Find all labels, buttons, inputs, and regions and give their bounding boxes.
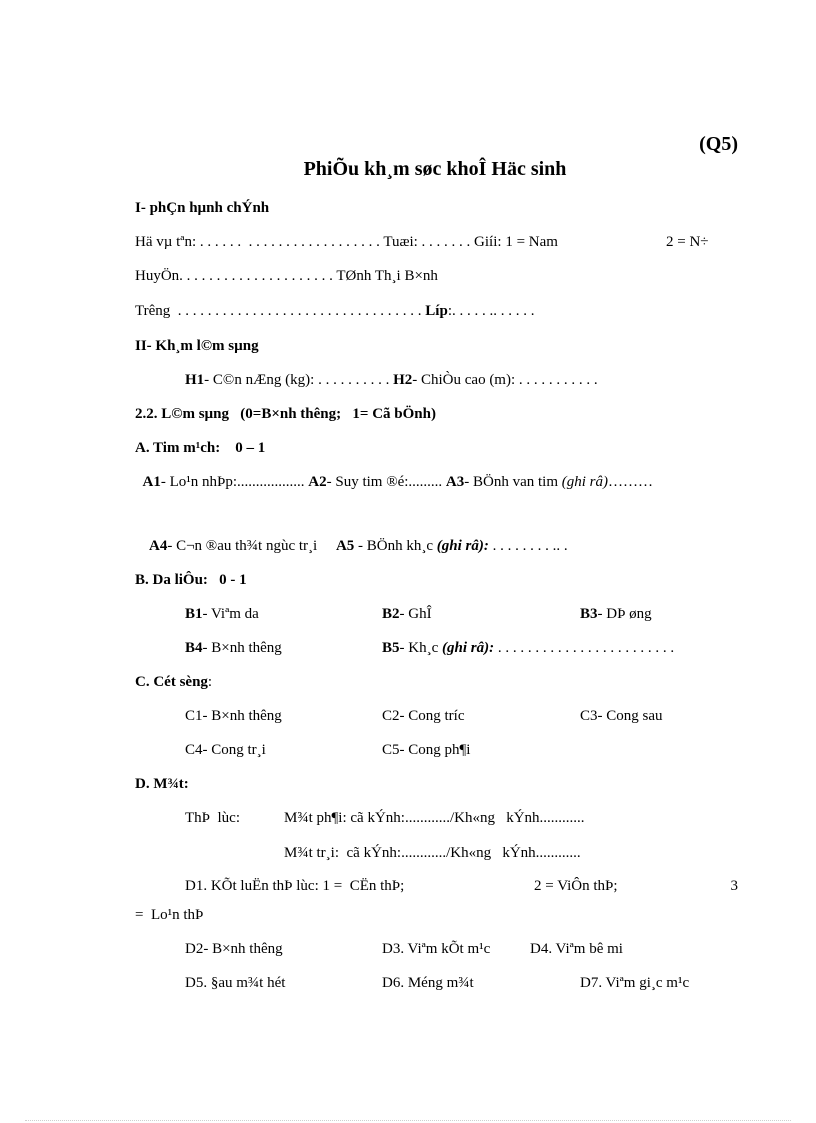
cardio-items-a1-a3 (135, 468, 738, 496)
d2-item: D2- B×nh thêng (185, 941, 283, 957)
c4-item: C4- Cong tr¸i (185, 742, 266, 758)
b5-code: B5 (382, 640, 400, 656)
a5-dots: . . . . . . . . .. . (488, 538, 568, 554)
b5-note: (ghi râ): (442, 640, 495, 656)
a5-note: (ghi râ): (436, 538, 489, 554)
b1-code: B1 (185, 606, 203, 622)
c3-item: C3- Cong sau (580, 708, 663, 724)
b3-allergy: - DÞ øng (597, 606, 652, 622)
a5-other: - BÖnh kh¸c (354, 538, 437, 554)
c2-item: C2- Cong tríc (382, 708, 465, 724)
d5-item: D5. §au m¾t hét (185, 975, 286, 991)
acuity-label: ThÞ lùc: (185, 810, 240, 826)
a3-dots: ……… (608, 474, 654, 490)
school-label: Trêng . . . . . . . . . . . . . . . . . . . . . . . . . . . . . . . . . (135, 303, 422, 319)
section2-heading: II- Kh¸m l©m sµng (135, 338, 259, 354)
b5-dots: . . . . . . . . . . . . . . . . . . . . . . . . (494, 640, 675, 656)
b2-scabies: - GhÎ (399, 606, 432, 622)
d1-conclusion: D1. KÕt luËn thÞ lùc: 1 = CËn thÞ; (185, 878, 405, 894)
page-title: PhiÕu kh¸m søc khoÎ Häc sinh (303, 158, 567, 180)
b5-other: - Kh¸c (399, 640, 442, 656)
a3-note: (ghi râ) (561, 474, 609, 490)
b3-item (580, 604, 652, 624)
district-line: HuyÖn. . . . . . . . . . . . . . . . . . . . . TØnh Th¸i B×nh (135, 268, 438, 284)
d1-option-2: 2 = ViÔn thÞ; (534, 878, 618, 894)
clinical-heading: 2.2. L©m sµng (0=B×nh thêng; 1= Cã bÖnh) (135, 406, 436, 422)
d4-item: D4. Viªm bê mi (530, 941, 623, 957)
a1-arrhythmia: - Lo¹n nhÞp:.................. (160, 474, 309, 490)
d1-option-3-number: 3 (730, 878, 738, 894)
b4-item (185, 638, 282, 658)
class-label: Líp (425, 303, 448, 319)
b1-item (185, 604, 259, 624)
section1-heading: I- phÇn hµnh chÝnh (135, 200, 270, 216)
b4-normal: - B×nh thêng (202, 640, 282, 656)
b2-code: B2 (382, 606, 400, 622)
b3-code: B3 (580, 606, 598, 622)
h1-weight: - C©n nÆng (kg): . . . . . . . . . . (204, 372, 390, 388)
a4-code: A4 (149, 538, 168, 554)
spine-heading-text: C. Cét sèng (135, 674, 208, 690)
eyes-heading: D. M¾t: (135, 776, 189, 792)
c1-item: C1- B×nh thêng (185, 708, 282, 724)
derm-heading: B. Da liÔu: 0 - 1 (135, 572, 247, 588)
a5-code: A5 (335, 538, 355, 554)
d3-item: D3. Viªm kÕt m¹c (382, 941, 491, 957)
cardio-heading: A. Tim m¹ch: 0 – 1 (135, 440, 266, 456)
d1-option-3: = Lo¹n thÞ (135, 907, 204, 923)
a2-heart-failure: - Suy tim ®é:......... (326, 474, 446, 490)
b5-item (382, 638, 674, 658)
a3-code: A3 (445, 474, 465, 490)
measurements-line (185, 370, 598, 390)
a1-code: A1 (142, 474, 161, 490)
h2-height: - ChiÒu cao (m): . . . . . . . . . . . (412, 372, 598, 388)
left-eye-line: M¾t tr¸i: cã kÝnh:............/Kh«ng kÝnh............ (284, 845, 581, 861)
b1-dermatitis: - Viªm da (202, 606, 259, 622)
gender-female-option: 2 = N÷ (666, 234, 709, 250)
spine-heading (135, 672, 212, 692)
spine-heading-colon: : (207, 674, 213, 690)
b2-item (382, 604, 432, 624)
h2-code: H2 (393, 372, 413, 388)
a2-code: A2 (308, 474, 327, 490)
d6-item: D6. Méng m¾t (382, 975, 474, 991)
b4-code: B4 (185, 640, 203, 656)
h1-code: H1 (185, 372, 205, 388)
class-dots: :. . . . . .. . . . . . (447, 303, 535, 319)
a3-valve-disease: - BÖnh van tim (464, 474, 562, 490)
school-line (135, 301, 534, 321)
right-eye-line: M¾t ph¶i: cã kÝnh:............/Kh«ng kÝnh............ (284, 810, 585, 826)
page-bottom-divider (25, 1120, 791, 1121)
name-line: Hä vµ tªn: . . . . . . . . . . . . . . . . . . . . . . . . Tuæi: . . . . . . . Giíi: 1 = Nam (135, 234, 558, 250)
d7-item: D7. Viªm gi¸c m¹c (580, 975, 690, 991)
cardio-items-a4-a5 (149, 536, 568, 556)
a4-chest-pain: - C¬n ®au th¾t ngùc tr¸i (167, 538, 318, 554)
form-code: (Q5) (699, 133, 738, 155)
c5-item: C5- Cong ph¶i (382, 742, 471, 758)
